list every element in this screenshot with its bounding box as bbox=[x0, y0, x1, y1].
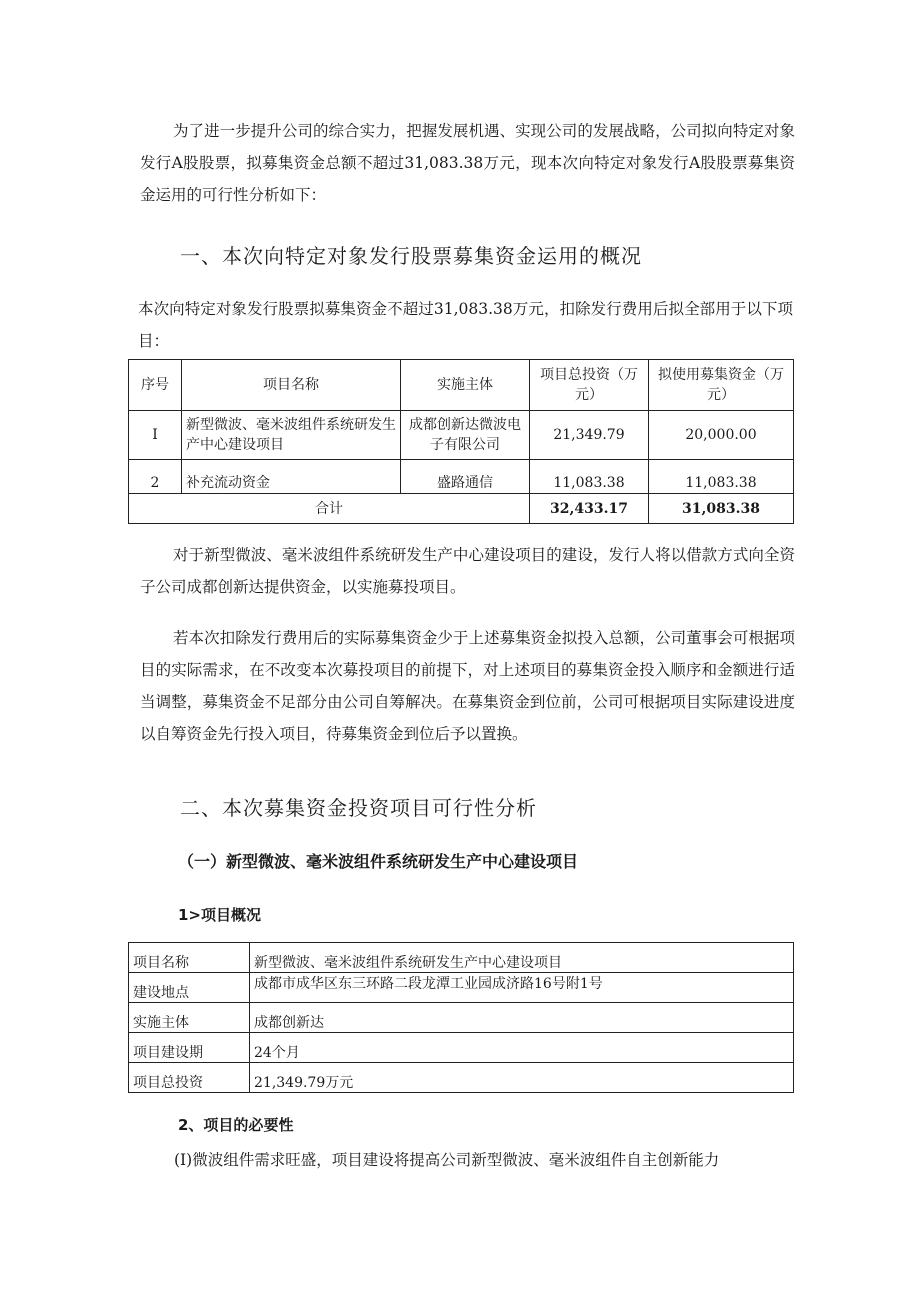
overview-value: 成都市成华区东三环路二段龙潭工业园成济路16号附1号 bbox=[250, 973, 794, 1003]
section2-heading: 二、本次募集资金投资项目可行性分析 bbox=[180, 796, 537, 820]
row1-no: I bbox=[129, 411, 182, 460]
col-header-entity: 实施主体 bbox=[401, 360, 530, 411]
overview-key: 项目名称 bbox=[129, 943, 250, 973]
row2-name: 补充流动资金 bbox=[182, 460, 401, 494]
intro-paragraph: 为了进一步提升公司的综合实力，把握发展机遇、实现公司的发展战略，公司拟向特定对象发行A股股票，拟募集资金总额不超过31,083.38万元，现本次向特定对象发行A股股票募集资金运用的可行性分析如下： bbox=[140, 122, 795, 204]
table-row bbox=[129, 411, 794, 460]
table-row bbox=[129, 943, 794, 973]
section1-heading: 一、本次向特定对象发行股票募集资金运用的概况 bbox=[180, 244, 642, 268]
row2-total: 11,083.38 bbox=[530, 460, 649, 494]
row2-no: 2 bbox=[129, 460, 182, 494]
section1-lead: 本次向特定对象发行股票拟募集资金不超过31,083.38万元，扣除发行费用后拟全部用于以下项目： bbox=[138, 300, 793, 350]
col-header-raise: 拟使用募集资金（万元） bbox=[649, 360, 794, 411]
col-header-total: 项目总投资（万元） bbox=[530, 360, 649, 411]
section1-paragraph-2: 若本次扣除发行费用后的实际募集资金少于上述募集资金拟投入总额，公司董事会可根据项目的实际需求，在不改变本次募投项目的前提下，对上述项目的募集资金投入顺序和金额进行适当调整，募集资金不足部分由公司自筹解决。在募集资金到位前，公司可根据项目实际建设进度以自筹资金先行投入项目，待募集资金到位后予以置换。 bbox=[140, 629, 795, 743]
row1-raise: 20,000.00 bbox=[649, 411, 794, 460]
table-row bbox=[129, 1063, 794, 1093]
col-header-no: 序号 bbox=[129, 360, 182, 411]
overview-value: 新型微波、毫米波组件系统研发生产中心建设项目 bbox=[250, 943, 794, 973]
table-row bbox=[129, 1003, 794, 1033]
col-header-name: 项目名称 bbox=[182, 360, 401, 411]
sum-total: 32,433.17 bbox=[530, 494, 649, 524]
overview-key: 项目建设期 bbox=[129, 1033, 250, 1063]
overview-value: 成都创新达 bbox=[250, 1003, 794, 1033]
funding-table bbox=[128, 359, 794, 524]
overview-table bbox=[128, 942, 794, 1093]
row1-name: 新型微波、毫米波组件系统研发生产中心建设项目 bbox=[182, 411, 401, 460]
overview-key: 项目总投资 bbox=[129, 1063, 250, 1093]
sum-label: 合计 bbox=[129, 494, 530, 524]
row2-raise: 11,083.38 bbox=[649, 460, 794, 494]
section1-paragraph-1: 对于新型微波、毫米波组件系统研发生产中心建设项目的建设，发行人将以借款方式向全资子公司成都创新达提供资金，以实施募投项目。 bbox=[140, 546, 795, 596]
overview-value: 24个月 bbox=[250, 1033, 794, 1063]
table-row bbox=[129, 1033, 794, 1063]
row1-total: 21,349.79 bbox=[530, 411, 649, 460]
table-header-row bbox=[129, 360, 794, 411]
necessity-paragraph: (I)微波组件需求旺盛，项目建设将提高公司新型微波、毫米波组件自主创新能力 bbox=[174, 1151, 720, 1169]
table-row bbox=[129, 460, 794, 494]
overview-heading: 1>项目概况 bbox=[178, 906, 262, 924]
subsection1-heading: （一）新型微波、毫米波组件系统研发生产中心建设项目 bbox=[178, 852, 579, 871]
overview-key: 实施主体 bbox=[129, 1003, 250, 1033]
overview-key: 建设地点 bbox=[129, 973, 250, 1003]
necessity-heading: 2、项目的必要性 bbox=[178, 1116, 294, 1134]
overview-value: 21,349.79万元 bbox=[250, 1063, 794, 1093]
sum-raise: 31,083.38 bbox=[649, 494, 794, 524]
table-sum-row bbox=[129, 494, 794, 524]
row2-entity: 盛路通信 bbox=[401, 460, 530, 494]
row1-entity: 成都创新达微波电子有限公司 bbox=[401, 411, 530, 460]
table-row bbox=[129, 973, 794, 1003]
